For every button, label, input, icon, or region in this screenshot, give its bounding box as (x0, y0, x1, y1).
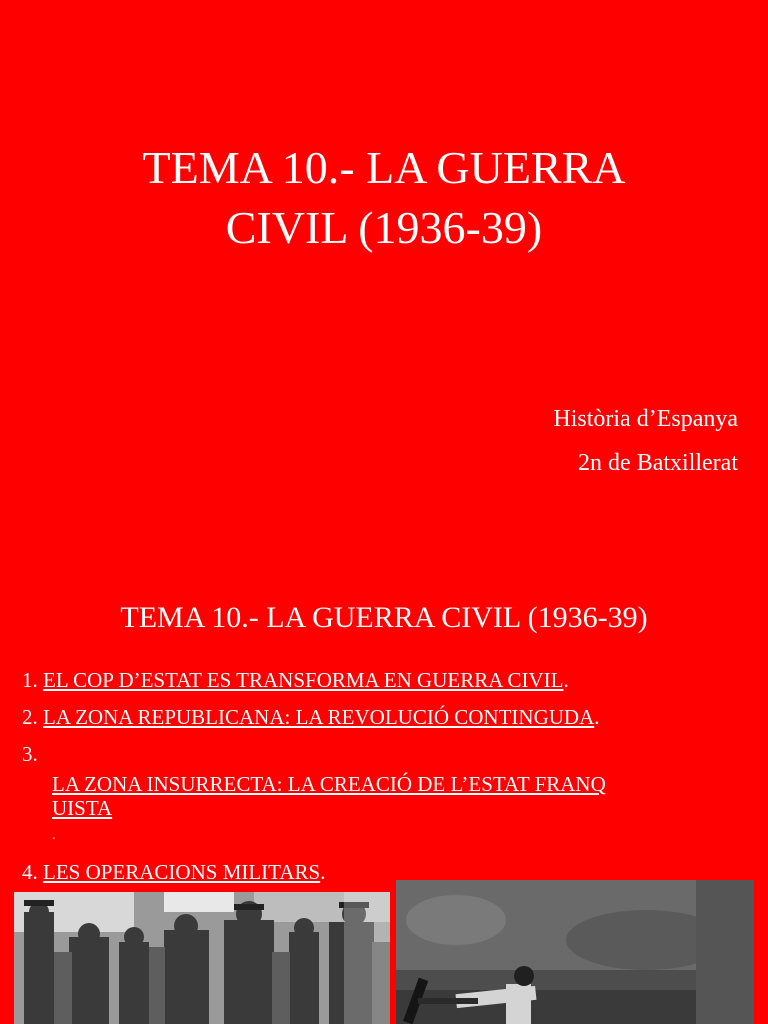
soldiers-image (14, 892, 390, 1024)
slide-subtitle (553, 397, 738, 485)
item-number: 1. (22, 668, 38, 692)
item-number: 4. (22, 860, 38, 884)
list-item (22, 705, 600, 729)
list-item (22, 860, 325, 884)
photo-soldiers (14, 892, 390, 1024)
subtitle-level: 2n de Batxillerat (578, 450, 738, 476)
item-trail: . (563, 668, 569, 692)
item-trail: . (52, 828, 56, 843)
item-number: 2. (22, 705, 38, 729)
list-item (22, 668, 569, 692)
topic-link-3-line2: UISTA (52, 796, 113, 820)
index-slide (0, 576, 768, 1024)
falling-soldier-image (396, 880, 754, 1024)
list-item (22, 742, 38, 766)
title-line-2: CIVIL (1936-39) (225, 202, 543, 253)
title-line-1: TEMA 10.- LA GUERRA (142, 142, 626, 193)
item-trail: . (594, 705, 600, 729)
topic-link-1[interactable]: EL COP D’ESTAT ES TRANSFORMA EN GUERRA CIVIL (43, 668, 564, 692)
topic-link-3[interactable] (52, 772, 606, 820)
subtitle-course: Història d’Espanya (553, 406, 738, 432)
list-item (52, 772, 606, 820)
item-number: 3. (22, 742, 38, 766)
item-trail: . (320, 860, 326, 884)
topic-link-4[interactable]: LES OPERACIONS MILITARS (43, 860, 321, 884)
slide-title (60, 138, 708, 258)
index-title: TEMA 10.- LA GUERRA CIVIL (1936-39) (120, 601, 648, 634)
topic-link-2[interactable]: LA ZONA REPUBLICANA: LA REVOLUCIÓ CONTINGUDA (43, 705, 595, 729)
photo-falling-soldier (396, 880, 754, 1024)
topic-link-3-line1: LA ZONA INSURRECTA: LA CREACIÓ DE L’ESTAT FRANQ (52, 772, 606, 796)
